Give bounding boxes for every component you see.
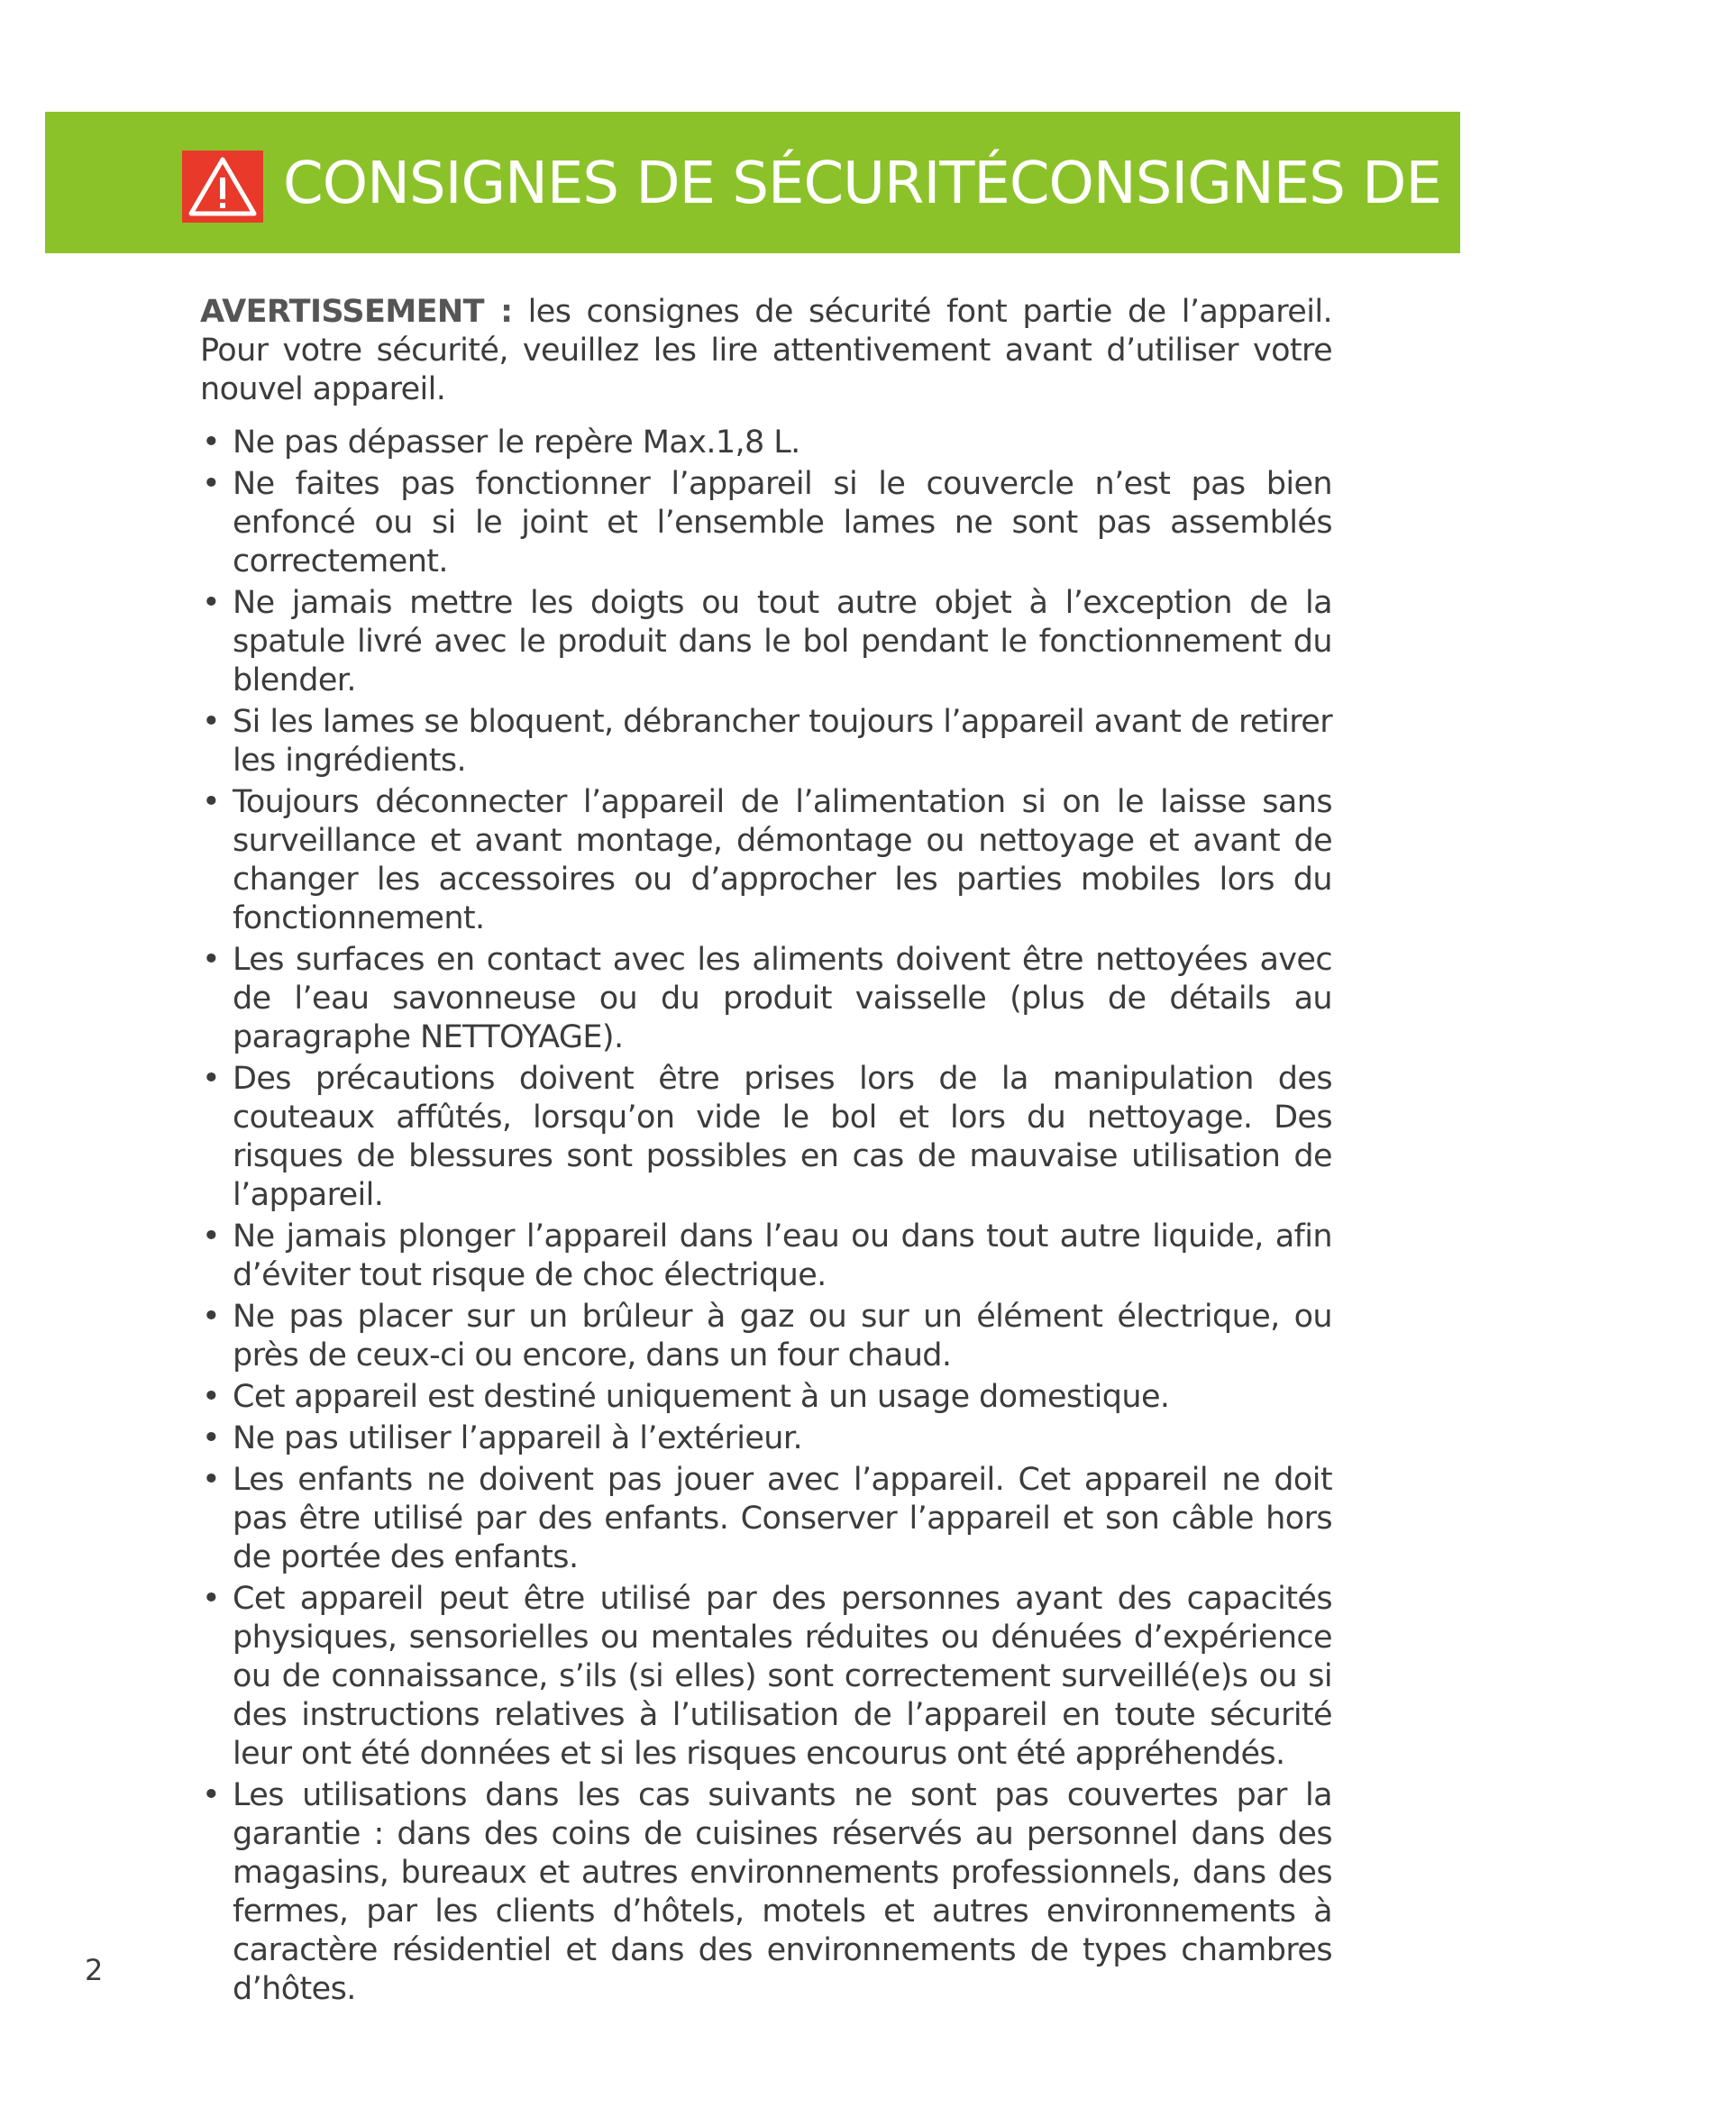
bullet-icon: • [202, 1462, 221, 1498]
list-item-text: Ne pas dépasser le repère Max.1,8 L. [233, 424, 800, 461]
bullet-icon: • [202, 942, 221, 978]
list-item [200, 703, 1332, 780]
list-item [200, 1298, 1332, 1375]
warning-intro-text: les consignes de sécurité font partie de l’appareil. Pour votre sécurité, veuillez les lire attentivement avant d’utiliser votre nouvel appareil. [200, 294, 1333, 407]
bullet-icon: • [202, 704, 221, 740]
list-item [200, 1419, 1332, 1458]
list-item-text: Ne faites pas fonctionner l’appareil si le couvercle n’est pas bien enfoncé ou si le joint et l’ensemble lames ne sont pas assemblés correctement. [233, 466, 1332, 579]
list-item-text: Les enfants ne doivent pas jouer avec l’appareil. Cet appareil ne doit pas être utilisé par des enfants. Conserver l’appareil et son câble hors de portée des enfants. [233, 1462, 1332, 1575]
list-item-text: Toujours déconnecter l’appareil de l’alimentation si on le laisse sans surveillance et avant montage, démontage ou nettoyage et avant de changer les accessoires ou d’approcher les parties mobiles lors du fonctionnement. [233, 784, 1332, 936]
bullet-icon: • [202, 1420, 221, 1456]
list-item-text: Ne jamais mettre les doigts ou tout autre objet à l’exception de la spatule livré avec le produit dans le bol pendant le fonctionnement du blender. [233, 585, 1332, 698]
list-item [200, 1776, 1332, 2009]
bullet-icon: • [202, 585, 221, 621]
list-item-text: Cet appareil peut être utilisé par des personnes ayant des capacités physiques, sensorielles ou mentales réduites ou dénuées d’expérience ou de connaissance, s’ils (si elles) sont correctement surveillé(e)s ou si des instructions relatives à l’utilisation de l’appareil en toute sécurité leur ont été données et si les risques encourus ont été appréhendés. [233, 1581, 1332, 1772]
list-item [200, 1218, 1332, 1295]
page-number: 2 [85, 1953, 104, 1987]
safety-content [200, 293, 1332, 2012]
warning-triangle-icon [182, 151, 263, 223]
list-item-text: Les utilisations dans les cas suivants ne sont pas couvertes par la garantie : dans des coins de cuisines réservés au personnel dans des magasins, bureaux et autres environnements professionnels, dans des fermes, par les clients d’hôtels, motels et autres environnements à caractère résidentiel et dans des environnements de types chambres d’hôtes. [233, 1777, 1332, 2007]
list-item-text: Ne pas placer sur un brûleur à gaz ou sur un élément électrique, ou près de ceux-ci ou encore, dans un four chaud. [233, 1299, 1332, 1373]
warning-lead: AVERTISSEMENT : [200, 294, 513, 330]
list-item [200, 1378, 1332, 1417]
list-item-text: Cet appareil est destiné uniquement à un usage domestique. [233, 1379, 1170, 1415]
list-item-text: Ne jamais plonger l’appareil dans l’eau ou dans tout autre liquide, afin d’éviter tout risque de choc électrique. [233, 1218, 1332, 1293]
bullet-icon: • [202, 466, 221, 502]
list-item [200, 941, 1332, 1057]
warning-intro [200, 293, 1332, 409]
section-header-banner [45, 112, 1736, 253]
list-item-text: Des précautions doivent être prises lors de la manipulation des couteaux affûtés, lorsqu’on vide le bol et lors du nettoyage. Des risques de blessures sont possibles en cas de mauvaise utilisation de l’appareil. [233, 1061, 1332, 1213]
bullet-icon: • [202, 1379, 221, 1415]
list-item [200, 465, 1332, 581]
safety-rules-list [200, 424, 1332, 2009]
bullet-icon: • [202, 1299, 221, 1335]
list-item [200, 1060, 1332, 1215]
list-item [200, 1580, 1332, 1774]
bullet-icon: • [202, 1218, 221, 1255]
list-item [200, 584, 1332, 700]
list-item-text: Les surfaces en contact avec les aliments doivent être nettoyées avec de l’eau savonneuse ou du produit vaisselle (plus de détails au paragraphe NETTOYAGE). [233, 942, 1332, 1055]
list-item-text: Ne pas utiliser l’appareil à l’extérieur. [233, 1420, 802, 1456]
section-title: CONSIGNES DE SÉCURITÉCONSIGNES DE SÉCURITÉ [283, 151, 1736, 217]
list-item [200, 424, 1332, 462]
list-item [200, 1461, 1332, 1577]
bullet-icon: • [202, 784, 221, 820]
list-item [200, 783, 1332, 938]
bullet-icon: • [202, 1777, 221, 1813]
bullet-icon: • [202, 1061, 221, 1097]
list-item-text: Si les lames se bloquent, débrancher toujours l’appareil avant de retirer les ingrédients. [233, 704, 1332, 779]
bullet-icon: • [202, 424, 221, 461]
bullet-icon: • [202, 1581, 221, 1617]
